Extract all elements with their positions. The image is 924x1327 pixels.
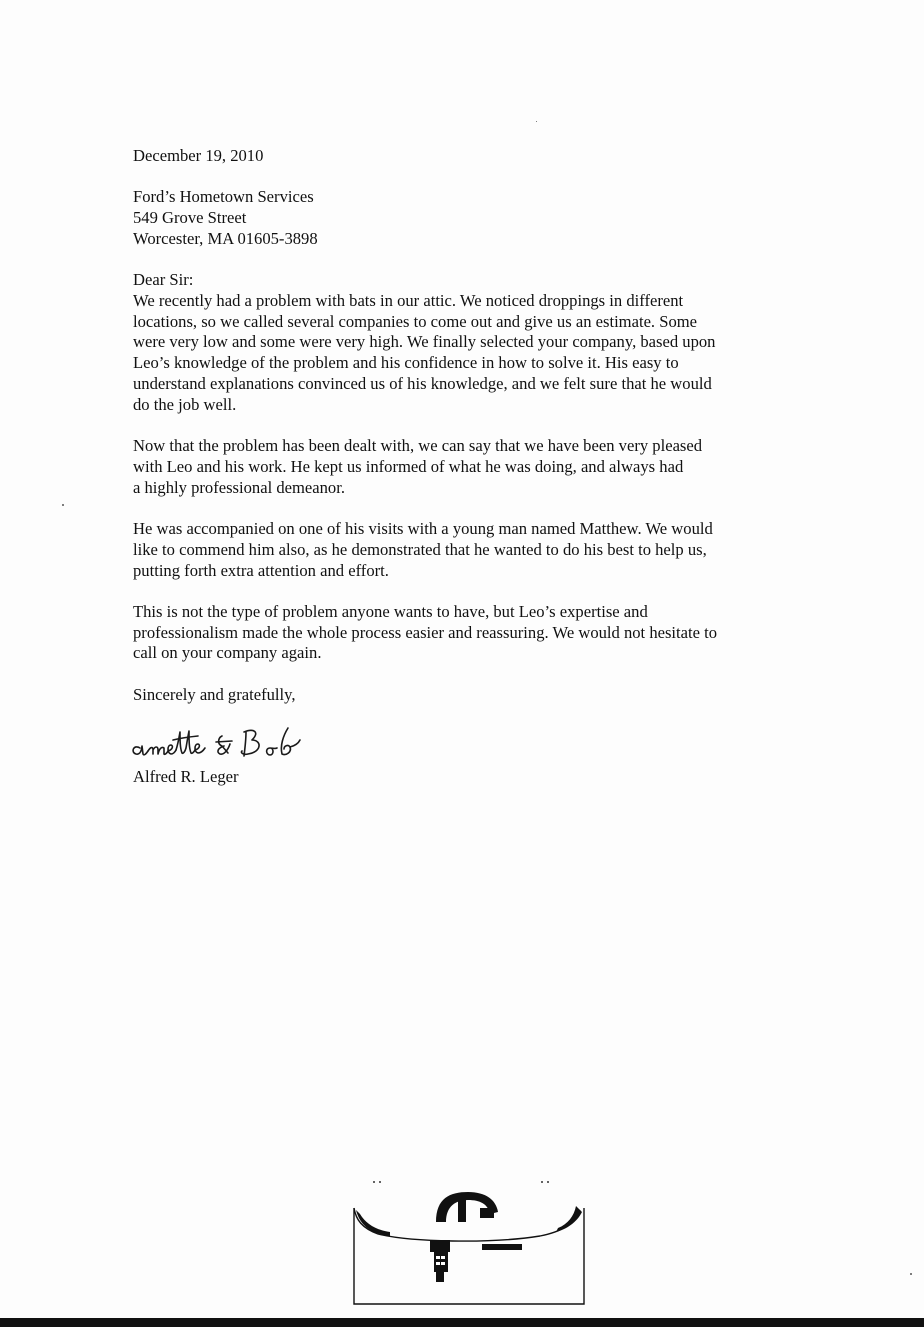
paragraph-line: professionalism made the whole process easier and reassuring. We would not hesitate to — [133, 623, 718, 642]
paragraph-line: were very low and some were very high. We finally selected your company, based upon — [133, 332, 716, 351]
stamp-mark — [350, 1170, 590, 1310]
closing: Sincerely and gratefully, — [133, 685, 296, 704]
salutation: Dear Sir: — [133, 270, 194, 289]
recipient-street: 549 Grove Street — [133, 208, 247, 227]
paragraph-line: call on your company again. — [133, 643, 322, 662]
paragraph-line: We recently had a problem with bats in our attic. We noticed droppings in different — [133, 291, 684, 310]
paragraph-line: with Leo and his work. He kept us informed of what he was doing, and always had — [133, 457, 684, 476]
paragraph-line: putting forth extra attention and effort. — [133, 561, 389, 580]
scan-speck — [62, 504, 64, 506]
handwritten-signature — [128, 718, 318, 766]
paragraph-line: Leo’s knowledge of the problem and his confidence in how to solve it. His easy to — [133, 353, 679, 372]
paragraph-line: a highly professional demeanor. — [133, 478, 345, 497]
letter-date: December 19, 2010 — [133, 146, 264, 165]
signer-name: Alfred R. Leger — [133, 767, 239, 786]
scan-speck — [536, 121, 537, 122]
paragraph-line: Now that the problem has been dealt with, we can say that we have been very pleased — [133, 436, 703, 455]
paragraph-line: like to commend him also, as he demonstrated that he wanted to do his best to help us, — [133, 540, 707, 559]
paragraph-line: This is not the type of problem anyone wants to have, but Leo’s expertise and — [133, 602, 648, 621]
recipient-name: Ford’s Hometown Services — [133, 187, 314, 206]
scan-edge-bar — [0, 1318, 924, 1327]
paragraph-line: He was accompanied on one of his visits with a young man named Matthew. We would — [133, 519, 713, 538]
paragraph-line: do the job well. — [133, 395, 237, 414]
scan-speck — [910, 1273, 912, 1275]
paragraph-line: locations, so we called several companies to come out and give us an estimate. Some — [133, 312, 698, 331]
paragraph-line: understand explanations convinced us of his knowledge, and we felt sure that he would — [133, 374, 712, 393]
recipient-city-line: Worcester, MA 01605-3898 — [133, 229, 318, 248]
